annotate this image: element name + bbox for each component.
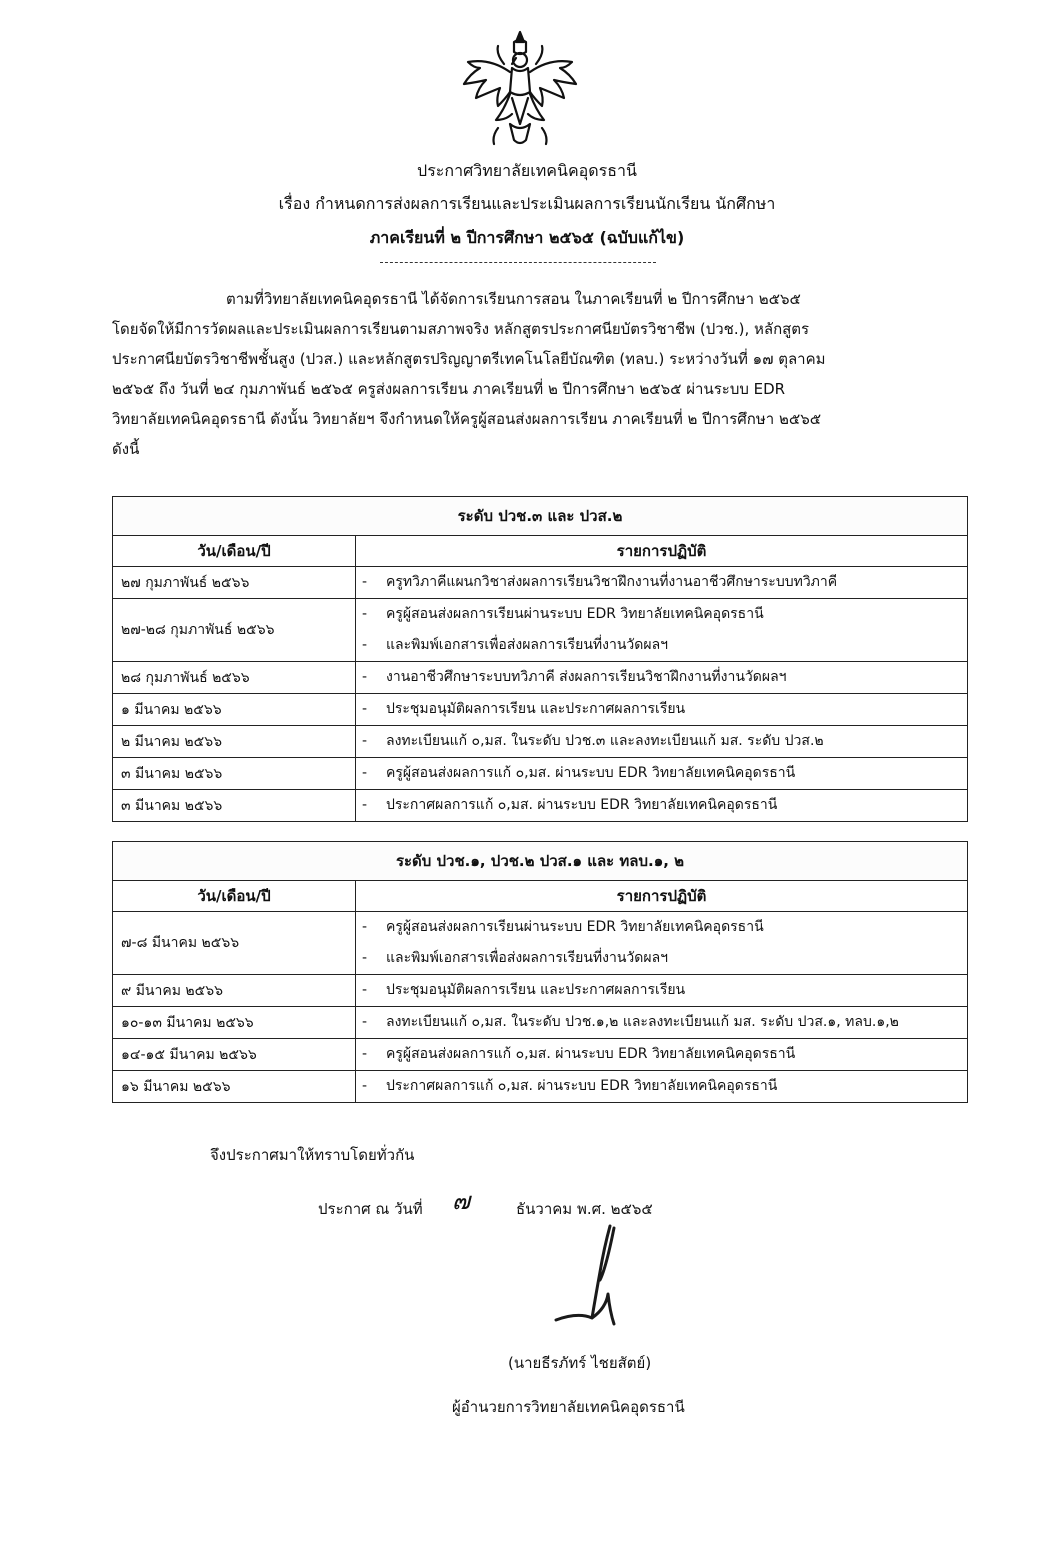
table-row: [113, 790, 968, 822]
bullet-dash: -: [362, 1046, 368, 1062]
signature-image: [548, 1220, 648, 1330]
row-actions: [356, 1039, 968, 1071]
bullet-dash: -: [362, 574, 368, 590]
bullet-dash: -: [362, 606, 368, 622]
bullet-dash: -: [362, 669, 368, 685]
row-date: ๓ มีนาคม ๒๕๖๖: [113, 758, 356, 790]
action-item: [356, 630, 959, 661]
heading-divider: [380, 262, 656, 263]
action-text: ครูผู้สอนส่งผลการเรียนผ่านระบบ EDR วิทยาลัยเทคนิคอุดรธานี: [386, 606, 764, 622]
action-text: ครูทวิภาคีแผนกวิชาส่งผลการเรียนวิชาฝึกงานที่งานอาชีวศึกษาระบบทวิภาคี: [386, 574, 838, 590]
row-actions: [356, 726, 968, 758]
schedule-table-level-1-2: [112, 841, 968, 1103]
action-item: [356, 1039, 959, 1070]
row-actions: [356, 975, 968, 1007]
bullet-dash: -: [362, 765, 368, 781]
bullet-dash: -: [362, 797, 368, 813]
body-line: ๒๕๖๕ ถึง วันที่ ๒๔ กุมภาพันธ์ ๒๕๖๕ ครูส่งผลการเรียน ภาคเรียนที่ ๒ ปีการศึกษา ๒๕๖๕ ผ่านระบบ EDR: [112, 380, 786, 398]
bullet-dash: -: [362, 919, 368, 935]
action-item: [356, 726, 959, 757]
action-text: ประกาศผลการแก้ ๐,มส. ผ่านระบบ EDR วิทยาลัยเทคนิคอุดรธานี: [386, 797, 778, 813]
action-text: และพิมพ์เอกสารเพื่อส่งผลการเรียนที่งานวัดผลฯ: [386, 950, 669, 966]
action-item: [356, 758, 959, 789]
row-actions: [356, 599, 968, 662]
row-date: ๑๐-๑๓ มีนาคม ๒๕๖๖: [113, 1007, 356, 1039]
action-text: ประชุมอนุมัติผลการเรียน และประกาศผลการเรียน: [386, 701, 686, 717]
bullet-dash: -: [362, 701, 368, 717]
table-row: [113, 567, 968, 599]
body-line: ประกาศนียบัตรวิชาชีพชั้นสูง (ปวส.) และหลักสูตรปริญญาตรีเทคโนโลยีบัณฑิต (ทลบ.) ระหว่างวันที่ ๑๗ ตุลาคม: [112, 350, 826, 368]
row-date: ๑ มีนาคม ๒๕๖๖: [113, 694, 356, 726]
column-header-action: รายการปฏิบัติ: [356, 536, 968, 567]
announcement-issuer: ประกาศวิทยาลัยเทคนิคอุดรธานี: [417, 161, 637, 180]
signer-title: ผู้อำนวยการวิทยาลัยเทคนิคอุดรธานี: [452, 1398, 685, 1416]
announcement-subject: เรื่อง กำหนดการส่งผลการเรียนและประเมินผลการเรียนนักเรียน นักศึกษา: [278, 194, 776, 213]
body-line: ดังนี้: [112, 440, 140, 458]
action-text: ลงทะเบียนแก้ ๐,มส. ในระดับ ปวช.๓ และลงทะเบียนแก้ มส. ระดับ ปวส.๒: [386, 733, 824, 749]
action-item: [356, 912, 959, 943]
signer-name: (นายธีรภัทร์ ไชยสัตย์): [508, 1354, 652, 1372]
row-date: ๒๘ กุมภาพันธ์ ๒๕๖๖: [113, 662, 356, 694]
action-item: [356, 1071, 959, 1102]
table-title: ระดับ ปวช.๓ และ ปวส.๒: [113, 497, 968, 536]
action-text: ลงทะเบียนแก้ ๐,มส. ในระดับ ปวช.๑,๒ และลงทะเบียนแก้ มส. ระดับ ปวส.๑, ทลบ.๑,๒: [386, 1014, 899, 1030]
closing-statement: จึงประกาศมาให้ทราบโดยทั่วกัน: [210, 1146, 415, 1164]
row-actions: [356, 912, 968, 975]
table-body: [113, 567, 968, 822]
row-actions: [356, 1071, 968, 1103]
action-text: งานอาชีวศึกษาระบบทวิภาคี ส่งผลการเรียนวิชาฝึกงานที่งานวัดผลฯ: [386, 669, 787, 685]
action-text: ครูผู้สอนส่งผลการแก้ ๐,มส. ผ่านระบบ EDR วิทยาลัยเทคนิคอุดรธานี: [386, 1046, 796, 1062]
body-line: โดยจัดให้มีการวัดผลและประเมินผลการเรียนตามสภาพจริง หลักสูตรประกาศนียบัตรวิชาชีพ (ปวช.), หลักสูตร: [112, 320, 810, 338]
bullet-dash: -: [362, 1078, 368, 1094]
row-date: ๑๔-๑๕ มีนาคม ๒๕๖๖: [113, 1039, 356, 1071]
table-body: [113, 912, 968, 1103]
table-row: [113, 694, 968, 726]
action-item: [356, 694, 959, 725]
row-date: ๓ มีนาคม ๒๕๖๖: [113, 790, 356, 822]
action-item: [356, 567, 959, 598]
column-header-date: วัน/เดือน/ปี: [113, 881, 356, 912]
action-text: ครูผู้สอนส่งผลการแก้ ๐,มส. ผ่านระบบ EDR วิทยาลัยเทคนิคอุดรธานี: [386, 765, 796, 781]
body-paragraph: [112, 284, 942, 464]
row-date: ๒๗-๒๘ กุมภาพันธ์ ๒๕๖๖: [113, 599, 356, 662]
column-header-action: รายการปฏิบัติ: [356, 881, 968, 912]
schedule-table-level-3: [112, 496, 968, 822]
row-date: ๗-๘ มีนาคม ๒๕๖๖: [113, 912, 356, 975]
bullet-dash: -: [362, 950, 368, 966]
action-item: [356, 975, 959, 1006]
action-item: [356, 1007, 959, 1038]
garuda-emblem-icon: [460, 28, 580, 150]
row-date: ๙ มีนาคม ๒๕๖๖: [113, 975, 356, 1007]
row-actions: [356, 567, 968, 599]
row-actions: [356, 694, 968, 726]
bullet-dash: -: [362, 982, 368, 998]
row-actions: [356, 758, 968, 790]
row-date: ๒ มีนาคม ๒๕๖๖: [113, 726, 356, 758]
table-row: [113, 1039, 968, 1071]
action-item: [356, 790, 959, 821]
table-title: ระดับ ปวช.๑, ปวช.๒ ปวส.๑ และ ทลบ.๑, ๒: [113, 842, 968, 881]
table-row: [113, 1007, 968, 1039]
body-line: วิทยาลัยเทคนิคอุดรธานี ดังนั้น วิทยาลัยฯ จึงกำหนดให้ครูผู้สอนส่งผลการเรียน ภาคเรียนที่ ๒ ปีการศึกษา ๒๕๖๕: [112, 410, 822, 428]
bullet-dash: -: [362, 1014, 368, 1030]
action-text: ประกาศผลการแก้ ๐,มส. ผ่านระบบ EDR วิทยาลัยเทคนิคอุดรธานี: [386, 1078, 778, 1094]
row-actions: [356, 662, 968, 694]
row-date: ๑๖ มีนาคม ๒๕๖๖: [113, 1071, 356, 1103]
bullet-dash: -: [362, 733, 368, 749]
row-actions: [356, 1007, 968, 1039]
column-header-date: วัน/เดือน/ปี: [113, 536, 356, 567]
announce-month-year: ธันวาคม พ.ศ. ๒๕๖๕: [516, 1200, 653, 1218]
table-row: [113, 912, 968, 975]
table-row: [113, 1071, 968, 1103]
announce-day: ๗: [452, 1187, 471, 1215]
action-text: และพิมพ์เอกสารเพื่อส่งผลการเรียนที่งานวัดผลฯ: [386, 637, 669, 653]
action-text: ประชุมอนุมัติผลการเรียน และประกาศผลการเรียน: [386, 982, 686, 998]
action-item: [356, 662, 959, 693]
action-item: [356, 599, 959, 630]
table-row: [113, 975, 968, 1007]
body-line: ตามที่วิทยาลัยเทคนิคอุดรธานี ได้จัดการเรียนการสอน ในภาคเรียนที่ ๒ ปีการศึกษา ๒๕๖๕: [226, 290, 801, 308]
action-text: ครูผู้สอนส่งผลการเรียนผ่านระบบ EDR วิทยาลัยเทคนิคอุดรธานี: [386, 919, 764, 935]
action-item: [356, 943, 959, 974]
table-row: [113, 758, 968, 790]
announce-date-prefix: ประกาศ ณ วันที่: [318, 1200, 423, 1218]
bullet-dash: -: [362, 637, 368, 653]
table-row: [113, 599, 968, 662]
announcement-term: ภาคเรียนที่ ๒ ปีการศึกษา ๒๕๖๕ (ฉบับแก้ไข): [369, 228, 685, 247]
table-row: [113, 726, 968, 758]
table-row: [113, 662, 968, 694]
row-date: ๒๗ กุมภาพันธ์ ๒๕๖๖: [113, 567, 356, 599]
row-actions: [356, 790, 968, 822]
